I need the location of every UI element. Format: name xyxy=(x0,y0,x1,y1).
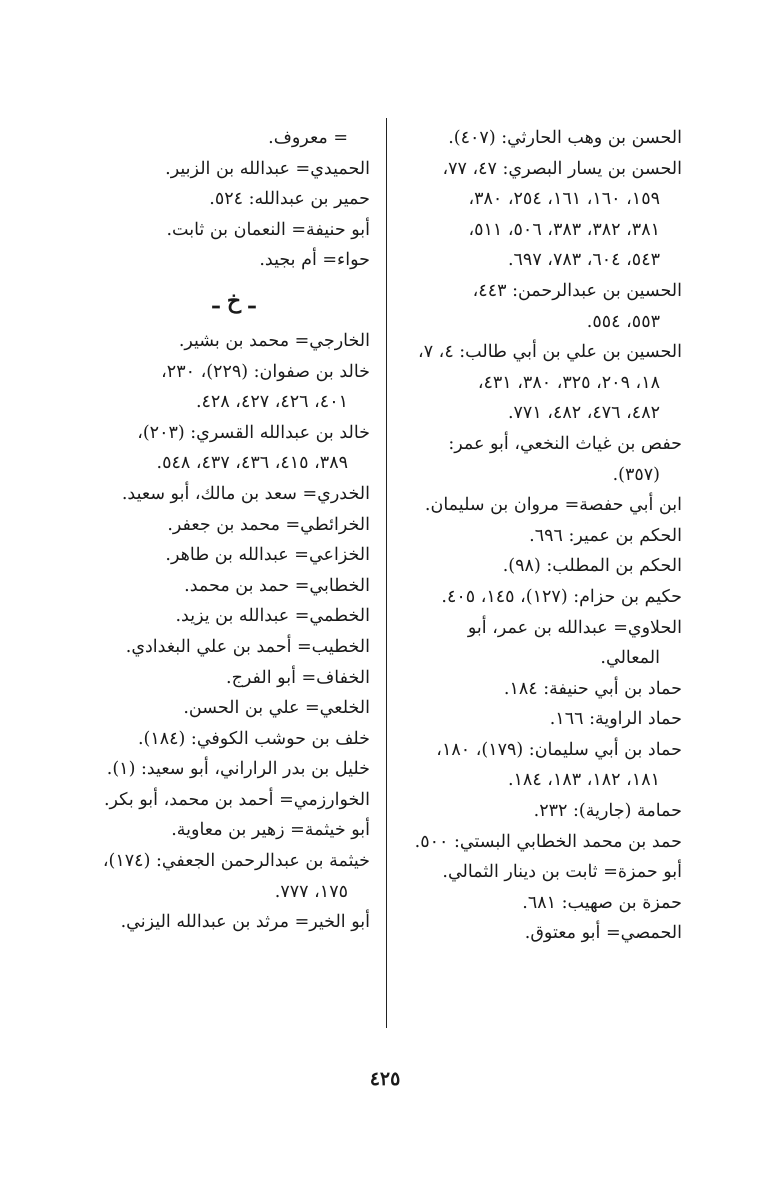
index-entry: حماد الراوية: ١٦٦. xyxy=(549,709,682,730)
index-entry-continuation: ١٥٩، ١٦٠، ١٦١، ٢٥٤، ٣٨٠، xyxy=(468,189,660,210)
index-entry: الحمصي= أبو معتوق. xyxy=(524,923,682,944)
index-entry: الخطابي= حمد بن محمد. xyxy=(184,575,370,596)
index-entry: الخطمي= عبدالله بن يزيد. xyxy=(175,606,370,627)
index-entry: خالد بن صفوان: (٢٢٩)، ٢٣٠، xyxy=(161,361,370,382)
index-entry: الخفاف= أبو الفرج. xyxy=(226,667,370,688)
index-entry: ابن أبي حفصة= مروان بن سليمان. xyxy=(424,495,682,516)
index-entry: خيثمة بن عبدالرحمن الجعفي: (١٧٤)، xyxy=(102,851,370,872)
index-entry: الخوارزمي= أحمد بن محمد، أبو بكر. xyxy=(103,789,370,810)
index-entry-continuation: ١٧٥، ٧٧٧. xyxy=(274,881,348,902)
index-entry: حكيم بن حزام: (١٢٧)، ١٤٥، ٤٠٥. xyxy=(441,586,682,607)
index-entry-continuation: ٣٨١، ٣٨٢، ٣٨٣، ٥٠٦، ٥١١، xyxy=(468,219,660,240)
index-entry: الحسن بن يسار البصري: ٤٧، ٧٧، xyxy=(442,158,682,179)
index-entry: أبو حمزة= ثابت بن دينار الثمالي. xyxy=(442,862,682,883)
letter-heading: ـ خ ـ xyxy=(212,287,256,314)
index-entry: خليل بن بدر الراراني، أبو سعيد: (١). xyxy=(106,759,370,780)
index-entry: أبو حنيفة= النعمان بن ثابت. xyxy=(166,219,370,240)
index-entry: حماد بن أبي سليمان: (١٧٩)، ١٨٠، xyxy=(436,739,682,760)
index-entry: الخزاعي= عبدالله بن طاهر. xyxy=(165,545,370,566)
page-number: ٤٢٥ xyxy=(369,1068,401,1090)
index-entry-continuation: (٣٥٧). xyxy=(612,464,660,485)
index-entry: الحميدي= عبدالله بن الزبير. xyxy=(165,158,370,179)
index-entry-continuation: ٥٤٣، ٦٠٤، ٧٨٣، ٦٩٧. xyxy=(507,250,660,271)
index-entry-continuation: ٣٨٩، ٤١٥، ٤٣٦، ٤٣٧، ٥٤٨. xyxy=(156,453,348,474)
index-entry: حواء= أم بجيد. xyxy=(259,250,370,271)
index-entry: الحكم بن عمير: ٦٩٦. xyxy=(529,525,682,546)
index-entry: الحسين بن علي بن أبي طالب: ٤، ٧، xyxy=(418,342,682,363)
index-entry-continuation: ٥٥٣، ٥٥٤. xyxy=(586,311,660,332)
right-column xyxy=(390,123,682,949)
index-entry: خلف بن حوشب الكوفي: (١٨٤). xyxy=(137,728,370,749)
index-entry-continuation: ١٨١، ١٨٢، ١٨٣، ١٨٤. xyxy=(507,770,660,791)
column-divider xyxy=(386,118,387,1028)
index-entry: الحسن بن وهب الحارثي: (٤٠٧). xyxy=(448,128,682,148)
index-entry: الخارجي= محمد بن بشير. xyxy=(178,330,370,351)
index-entry: حمد بن محمد الخطابي البستي: ٥٠٠. xyxy=(414,831,682,852)
index-entry: حماد بن أبي حنيفة: ١٨٤. xyxy=(503,678,682,699)
index-entry: الخلعي= علي بن الحسن. xyxy=(183,698,370,719)
index-entry: حمير بن عبدالله: ٥٢٤. xyxy=(209,189,370,210)
index-entry-continuation: ٤٨٢، ٤٧٦، ٤٨٢، ٧٧١. xyxy=(507,403,660,424)
index-entry: حمامة (جارية): ٢٣٢. xyxy=(533,801,682,822)
index-entry: أبو الخير= مرثد بن عبدالله اليزني. xyxy=(120,912,370,933)
index-entry: الحكم بن المطلب: (٩٨). xyxy=(502,556,682,577)
index-entry-continuation: ٤٠١، ٤٢٦، ٤٢٧، ٤٢٨. xyxy=(195,392,348,413)
index-entry: الخدري= سعد بن مالك، أبو سعيد. xyxy=(121,483,370,504)
left-column xyxy=(98,123,370,938)
index-entry-continuation: المعالي. xyxy=(600,648,660,669)
index-entry: الخرائطي= محمد بن جعفر. xyxy=(167,514,370,535)
index-entry-continuation: = معروف. xyxy=(268,128,348,148)
index-entry: أبو خيثمة= زهير بن معاوية. xyxy=(171,820,370,841)
index-entry: حمزة بن صهيب: ٦٨١. xyxy=(522,892,682,913)
index-entry: الحلاوي= عبدالله بن عمر، أبو xyxy=(467,617,682,638)
index-entry: الحسين بن عبدالرحمن: ٤٤٣، xyxy=(472,280,682,301)
index-entry-continuation: ١٨، ٢٠٩، ٣٢٥، ٣٨٠، ٤٣١، xyxy=(477,372,660,393)
left-column-bottom xyxy=(98,326,370,938)
index-entry: الخطيب= أحمد بن علي البغدادي. xyxy=(125,636,370,657)
index-entry: خالد بن عبدالله القسري: (٢٠٣)، xyxy=(137,422,370,443)
index-entry: حفص بن غياث النخعي، أبو عمر: xyxy=(448,433,682,454)
left-column-top xyxy=(98,123,370,276)
